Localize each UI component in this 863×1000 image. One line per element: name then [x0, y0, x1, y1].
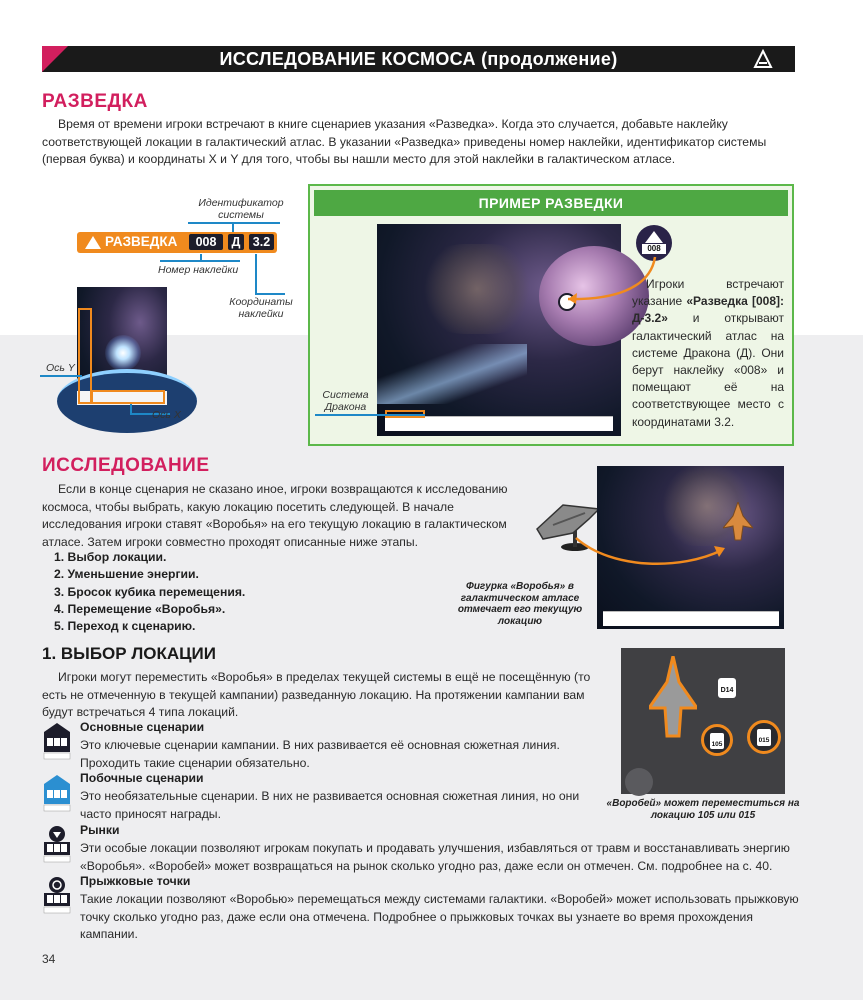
jump-point-icon	[42, 876, 72, 914]
token-105: 105	[710, 733, 724, 749]
example-sticker-number: 008	[642, 244, 666, 254]
exploration-heading: ИССЛЕДОВАНИЕ	[42, 455, 210, 476]
main-scenario-icon	[42, 722, 72, 760]
callout-system-id: Идентификатор системы	[198, 197, 284, 221]
example-title-bar	[314, 190, 788, 216]
logo-icon	[753, 49, 773, 69]
scouting-heading: РАЗВЕДКА	[42, 91, 148, 112]
shadow-disc	[625, 768, 653, 796]
figure-caption: Фигурка «Воробья» в галактическом атласе отмечает его текущую локацию	[457, 581, 583, 627]
page-number: 34	[42, 952, 56, 966]
example-system-label: Система Дракона	[322, 389, 369, 413]
choose-location-heading: 1. ВЫБОР ЛОКАЦИИ	[42, 644, 216, 663]
step-item: 3. Бросок кубика перемещения.	[54, 584, 246, 599]
type-title-side: Побочные сценарии	[80, 771, 204, 785]
step-item: 4. Перемещение «Воробья».	[54, 601, 226, 616]
badge-system-id: Д	[228, 234, 244, 250]
example-text	[632, 276, 784, 431]
move-options-caption: «Воробей» может переместиться на локацию 105 или 015	[606, 798, 800, 821]
exploration-body: Если в конце сценария не сказано иное, игроки возвращаются к исследованию космоса, чтобы выбрать, какую локацию посетить следующей. В начале исследования игроки ставят «Воробья» на его текущую локацию в галактическом атласе. Затем игроки совместно проходят описанные ниже этапы.	[42, 482, 508, 549]
callout-coords: Координаты наклейки	[229, 296, 293, 320]
step-item: 1. Выбор локации.	[54, 550, 167, 564]
callout-line	[255, 293, 285, 295]
token-d14: D14	[718, 678, 736, 698]
callout-line	[188, 222, 280, 224]
page-header-bar	[42, 46, 795, 72]
scouting-body: Время от времени игроки встречают в книге сценариев указания «Разведка». Когда это случается, добавьте наклейку соответствующей локации в галактический атлас. В указании «Разведка» приведены номер наклейки, идентификатор системы (первая буква) и координаты X и Y для того, чтобы вы нашли место для этой наклейки в галактическом атласе.	[42, 117, 767, 166]
badge-coords: 3.2	[249, 234, 274, 250]
example-title: ПРИМЕР РАЗВЕДКИ	[478, 195, 624, 211]
location-015-ring	[747, 720, 781, 754]
location-105-ring	[701, 724, 733, 756]
badge-sticker-number: 008	[189, 234, 223, 250]
side-scenario-icon	[42, 774, 72, 812]
exploration-steps	[54, 549, 245, 635]
scouting-badge	[77, 232, 277, 253]
axis-x-marker	[91, 390, 165, 404]
type-text-market: Эти особые локации позволяют игрокам покупать и продавать улучшения, избавляться от травм и восстанавливать энергию «Воробья». «Воробей» может возвращаться на рынок сколько угодно раз, даже если он отмечен. См. подробнее на с. 40.	[80, 841, 790, 873]
axis-y-marker	[78, 308, 92, 404]
example-text-1: Игроки встречают указание	[632, 277, 784, 309]
callout-axis-y: Ось Y	[46, 362, 75, 374]
asteroid-field	[417, 244, 537, 334]
type-title-jump: Прыжковые точки	[80, 874, 191, 888]
sparrow-ship-icon	[649, 656, 697, 742]
sticker-icon	[645, 231, 663, 243]
type-title-market: Рынки	[80, 823, 120, 837]
type-text-main: Это ключевые сценарии кампании. В них развивается её основная сюжетная линия. Проходить такие сценарии обязательно.	[80, 738, 560, 770]
step-item: 5. Переход к сценарию.	[54, 619, 196, 634]
type-title-main: Основные сценарии	[80, 720, 205, 734]
step-item: 2. Уменьшение энергии.	[54, 567, 199, 582]
arrow-icon	[572, 530, 732, 570]
example-text-bold: «Разведка [008]: Д-3.2»	[632, 294, 784, 326]
callout-axis-x: Ось X	[152, 409, 181, 421]
token-015: 015	[757, 729, 771, 746]
callout-line	[255, 254, 257, 294]
atlas-coordinate-strip	[385, 416, 613, 431]
callout-sticker-number: Номер наклейки	[158, 264, 239, 276]
market-icon	[42, 825, 72, 863]
type-text-side: Это необязательные сценарии. В них не развивается основная сюжетная линия, но они часто приносят награды.	[80, 789, 580, 821]
callout-line	[315, 414, 425, 416]
star-glow	[105, 335, 141, 371]
type-text-jump: Такие локации позволяют «Воробью» перемещаться между системами галактики. «Воробей» может использовать прыжковую точку сколько угодно раз, даже если она отмечена. Подробнее о прыжковых точках вы узнаете во время прохождения кампании.	[80, 892, 799, 941]
page-header-title: ИССЛЕДОВАНИЕ КОСМОСА (продолжение)	[219, 49, 618, 69]
comet-trail	[377, 344, 527, 404]
callout-line	[200, 254, 202, 262]
callout-line	[232, 222, 234, 232]
callout-line	[40, 375, 82, 377]
badge-label: РАЗВЕДКА	[105, 234, 178, 249]
move-options-image	[621, 648, 785, 794]
atlas-coordinate-strip	[603, 611, 779, 626]
choose-location-body: Игроки могут переместить «Воробья» в пределах текущей системы в ещё не посещённую (то есть не отмеченную в текущей кампании) разведанную локацию. На протяжении кампании вам будут встречаться 4 типа локаций.	[42, 670, 591, 719]
example-text-2: и открывают галактический атлас на системе Дракона (Д). Они берут наклейку «008» и помещают её на соответствующее место с координатами 3.2.	[632, 311, 784, 429]
ship-icon	[85, 236, 101, 249]
